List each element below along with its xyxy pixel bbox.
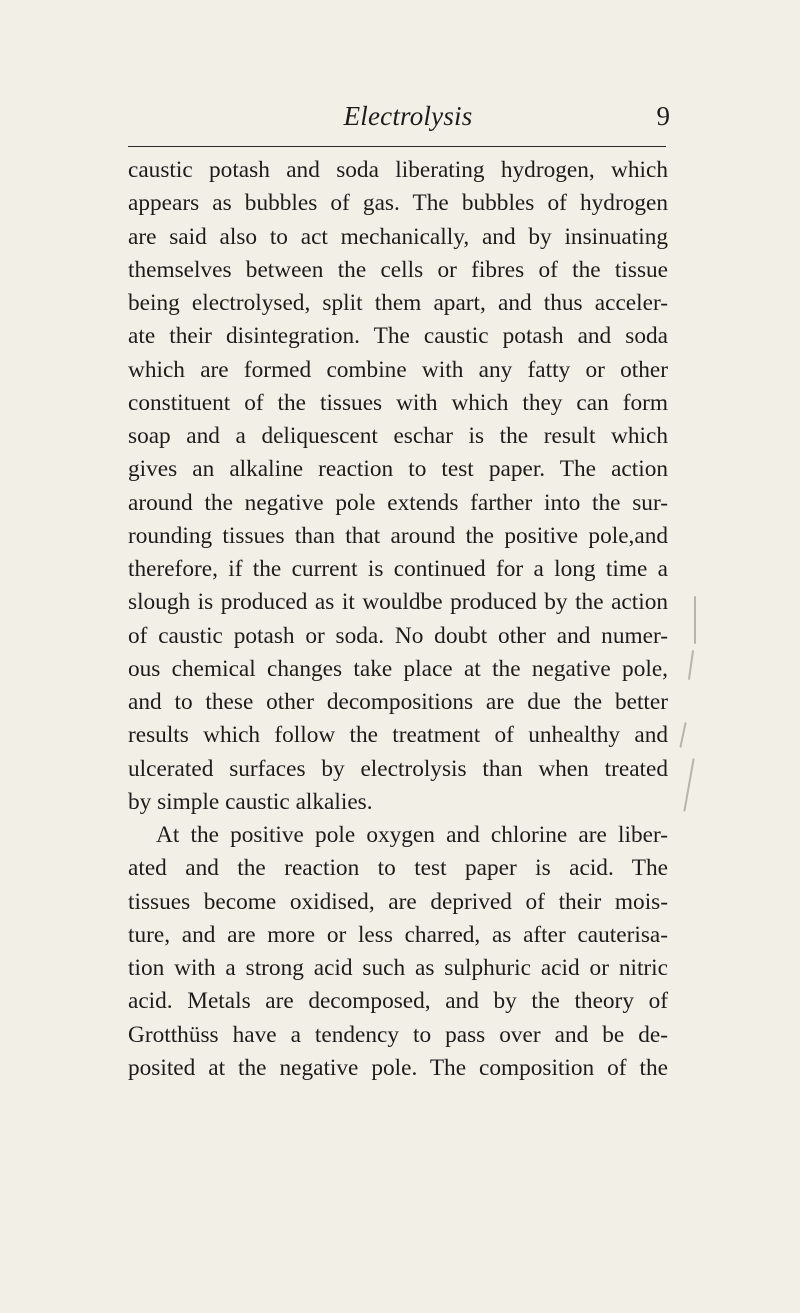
text-line: ous chemical changes take place at the negative pole, <box>128 655 668 682</box>
text-line: ated and the reaction to test paper is acid. The <box>128 855 668 882</box>
running-head <box>128 96 688 136</box>
paragraph <box>128 154 668 819</box>
text-line: around the negative pole extends farther into the sur- <box>128 489 668 516</box>
text-line: acid. Metals are decomposed, and by the theory of <box>128 988 668 1015</box>
show-through-mark <box>679 722 686 748</box>
show-through-mark <box>688 650 694 680</box>
text-line: being electrolysed, split them apart, and thus acceler- <box>128 290 668 316</box>
text-line: of caustic potash or soda. No doubt other and numer- <box>128 622 668 649</box>
text-line: ulcerated surfaces by electrolysis than when treated <box>128 755 668 782</box>
text-line: by simple caustic alkalies. <box>128 788 373 815</box>
body-text <box>128 154 668 1085</box>
text-line: posited at the negative pole. The composition of the <box>128 1054 668 1081</box>
show-through-mark <box>683 758 694 812</box>
text-line: tissues become oxidised, are deprived of their mois- <box>128 888 668 915</box>
text-line: gives an alkaline reaction to test paper. The action <box>128 456 668 483</box>
paragraph <box>128 819 668 1085</box>
page-number: 9 <box>656 101 670 131</box>
text-line: tion with a strong acid such as sulphuric acid or nitric <box>128 955 668 981</box>
text-line: soap and a deliquescent eschar is the result which <box>128 423 668 449</box>
text-line: constituent of the tissues with which they can form <box>128 389 668 416</box>
text-line: themselves between the cells or fibres of the tissue <box>128 256 668 283</box>
text-line: slough is produced as it wouldbe produced by the action <box>128 589 668 616</box>
text-line: At the positive pole oxygen and chlorine are liber- <box>156 822 668 848</box>
show-through-mark <box>694 596 696 644</box>
text-line: are said also to act mechanically, and by insinuating <box>128 223 668 250</box>
text-line: rounding tissues than that around the positive pole,and <box>128 522 668 549</box>
text-line: Grotthüss have a tendency to pass over and be de- <box>128 1021 668 1048</box>
text-line: which are formed combine with any fatty or other <box>128 356 668 383</box>
header-rule <box>128 146 666 147</box>
text-line: ate their disintegration. The caustic potash and soda <box>128 323 668 350</box>
text-line: results which follow the treatment of unhealthy and <box>128 722 668 749</box>
text-line: ture, and are more or less charred, as after cauterisa- <box>128 921 668 948</box>
text-line: caustic potash and soda liberating hydrogen, which <box>128 157 668 183</box>
text-line: appears as bubbles of gas. The bubbles of hydrogen <box>128 190 668 217</box>
text-line: therefore, if the current is continued for a long time a <box>128 556 668 582</box>
running-title: Electrolysis <box>343 101 473 131</box>
text-line: and to these other decompositions are due the better <box>128 689 668 715</box>
